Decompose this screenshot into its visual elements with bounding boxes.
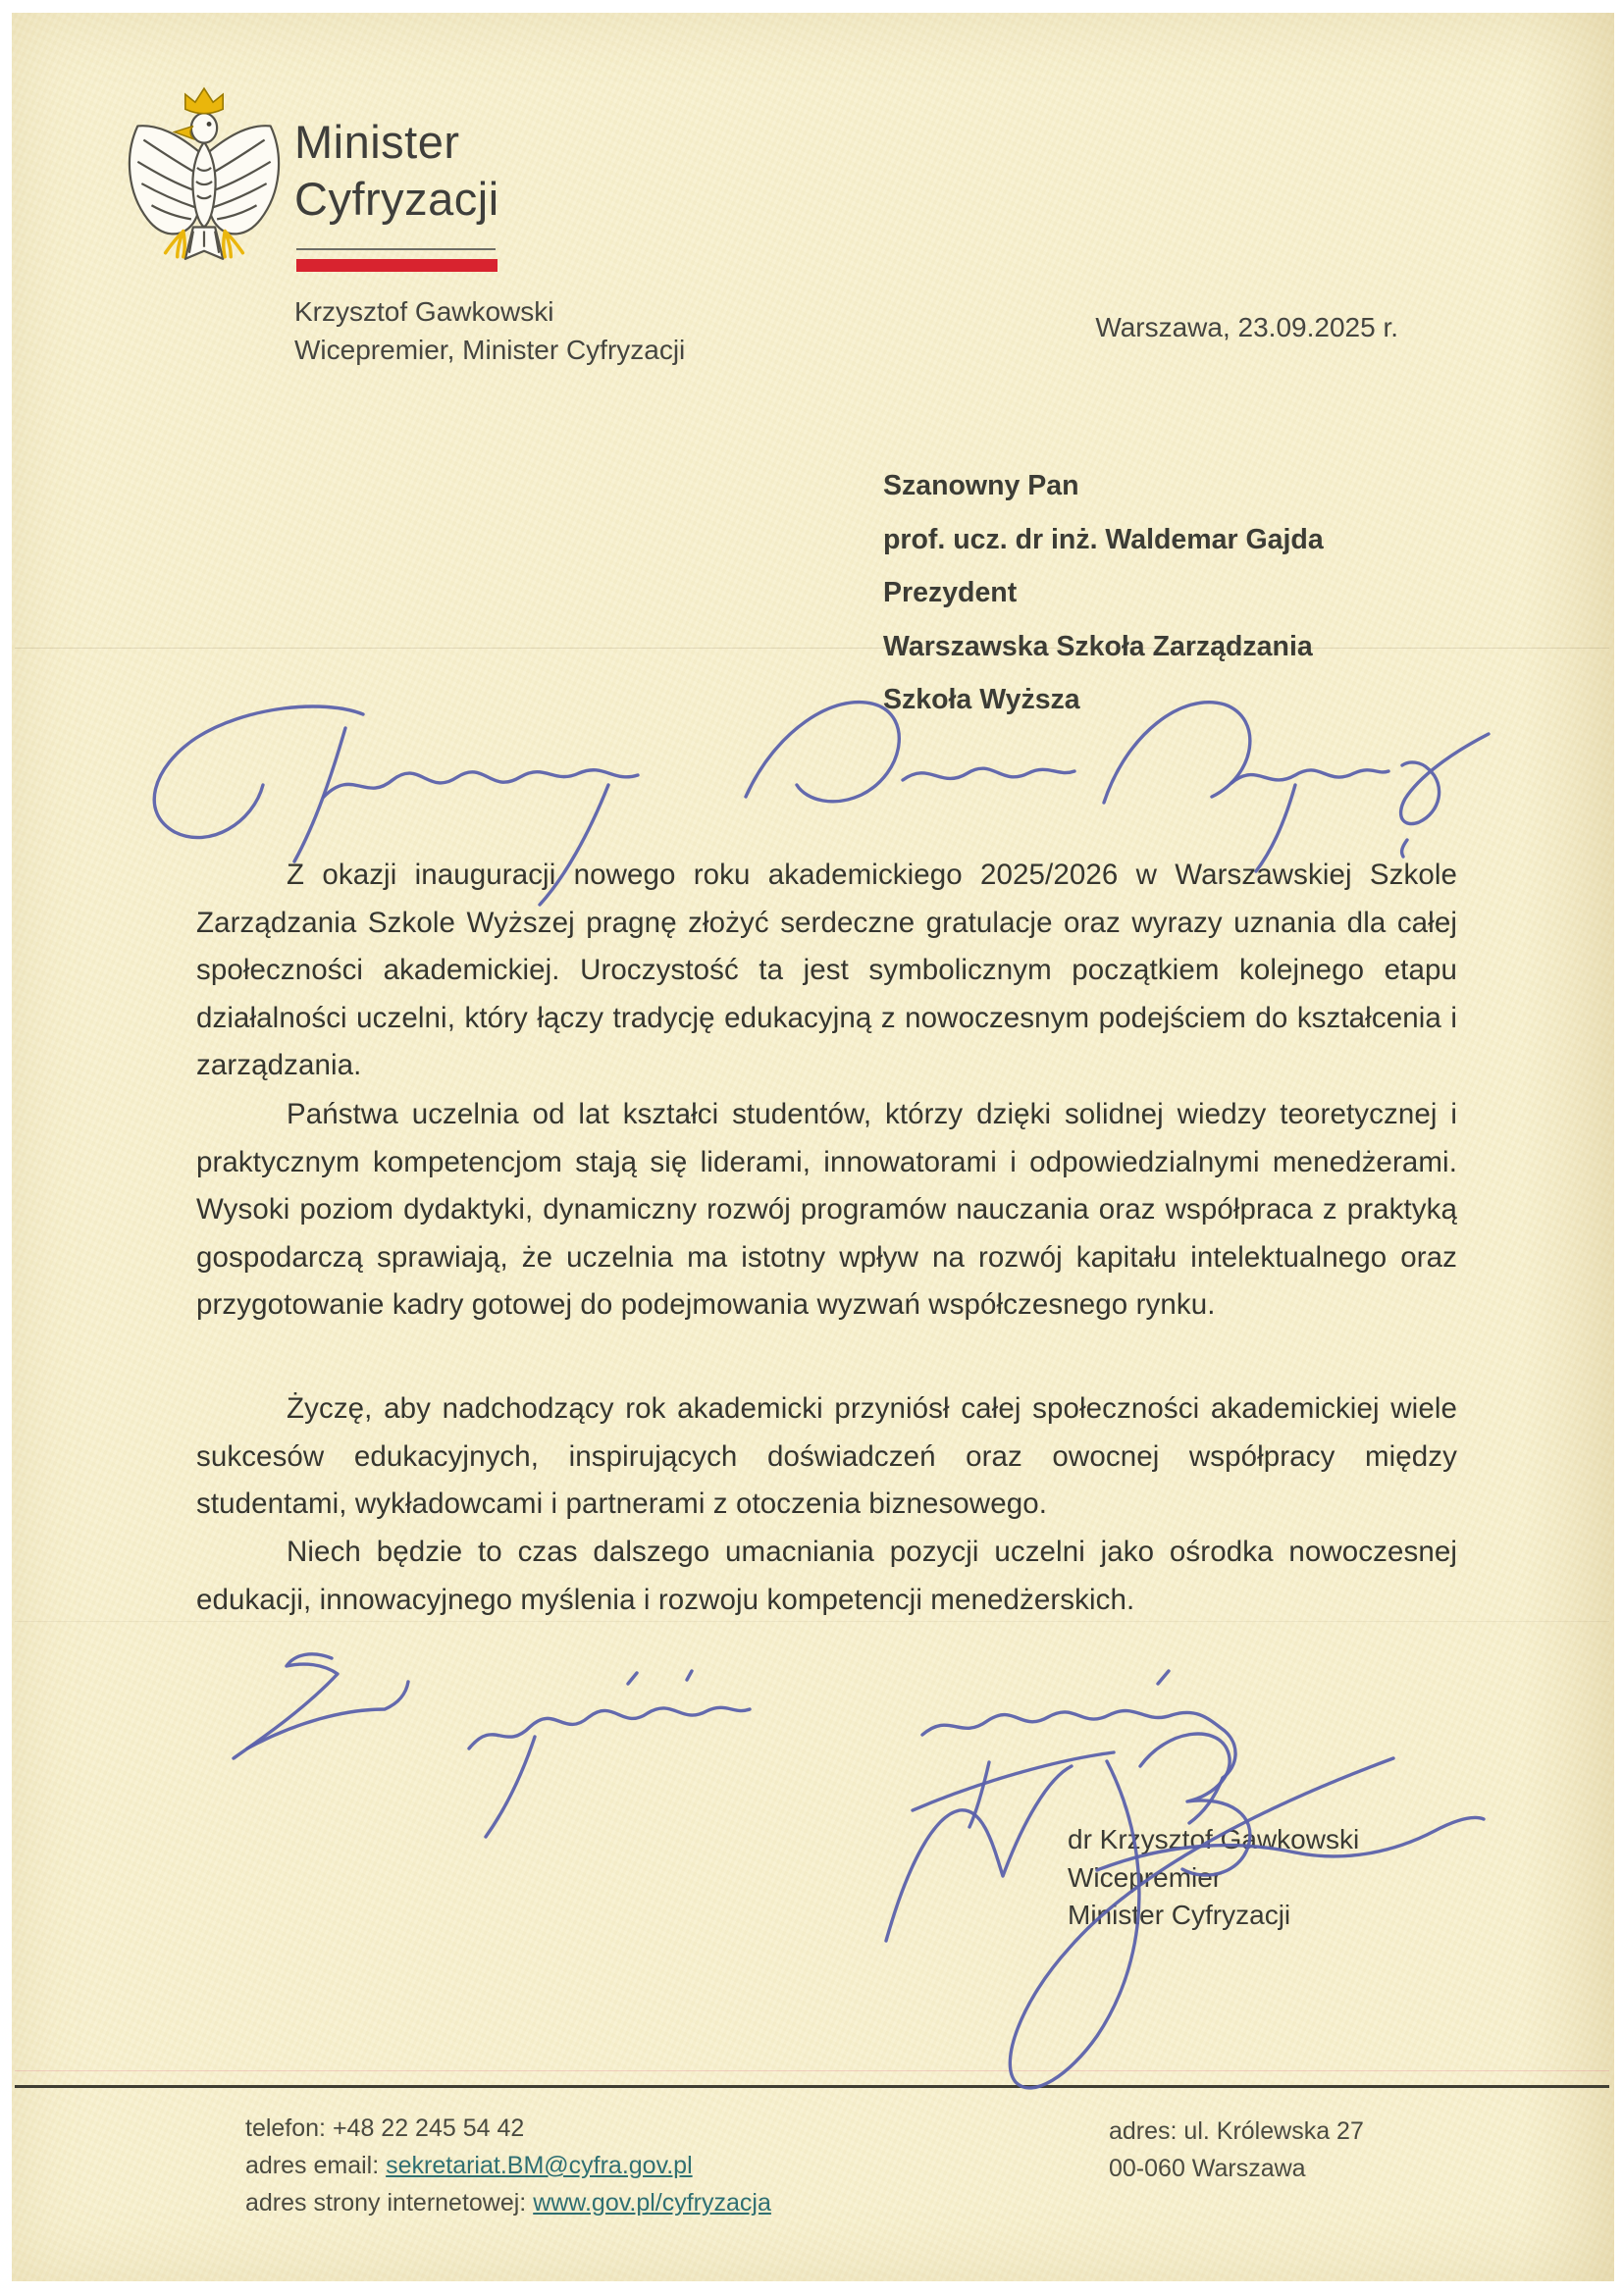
footer-phone: telefon: +48 22 245 54 42 <box>245 2114 525 2142</box>
signatory-title-2: Minister Cyfryzacji <box>1068 1900 1291 1930</box>
sender-title: Wicepremier, Minister Cyfryzacji <box>294 335 686 365</box>
polish-eagle-emblem-icon <box>114 82 294 277</box>
recipient-block <box>883 459 1324 727</box>
footer-address-line1: adres: ul. Królewska 27 <box>1109 2117 1364 2145</box>
footer-email-row <box>245 2147 771 2184</box>
ministry-wordmark <box>294 114 707 228</box>
signature-typed-block <box>1068 1821 1359 1935</box>
footer-address-block <box>1109 2113 1364 2187</box>
signatory-title-1: Wicepremier <box>1068 1861 1223 1893</box>
body-paragraph-2: Państwa uczelnia od lat kształci studentów, którzy dzięki solidnej wiedzy teoretycznej i praktycznym kompetencjom stają się liderami, innowatorami i odpowiedzialnymi menedżerami. Wysoki poziom dydaktyki, dynamiczny rozwój programów nauczania oraz współpraca z praktyką gospodarczą sprawiają, że uczelnia ma istotny wpływ na rozwój kapitału intelektualnego oraz przygotowanie kadry gotowej do podejmowania wyzwań współczesnego rynku. <box>196 1098 1457 1321</box>
ministry-name-line2: Cyfryzacji <box>294 173 499 225</box>
scan-edge-shading <box>1521 13 1614 2281</box>
fold-line-upper <box>15 648 1609 649</box>
footer-contact-block <box>245 2110 771 2221</box>
ministry-name-line1: Minister <box>294 116 460 168</box>
footer-email-link[interactable]: sekretariat.BM@cyfra.gov.pl <box>386 2152 693 2179</box>
footer-divider-rule <box>15 2085 1609 2088</box>
sender-name: Krzysztof Gawkowski <box>294 296 554 327</box>
footer-email-label: adres email: <box>245 2152 387 2179</box>
footer-website-link[interactable]: www.gov.pl/cyfryzacja <box>533 2189 771 2217</box>
signatory-name: dr Krzysztof Gawkowski <box>1068 1824 1360 1854</box>
recipient-line: prof. ucz. dr inż. Waldemar Gajda <box>883 523 1324 555</box>
flag-white-stripe <box>296 248 496 250</box>
eagle-crown <box>185 88 223 114</box>
footer-address-line2: 00-060 Warszawa <box>1109 2155 1306 2182</box>
recipient-line: Warszawska Szkoła Zarządzania <box>883 630 1313 662</box>
recipient-line: Szanowny Pan <box>883 470 1079 501</box>
sender-block <box>294 292 685 369</box>
dateline: Warszawa, 23.09.2025 r. <box>1095 312 1398 342</box>
flag-red-stripe <box>296 259 497 272</box>
body-paragraph-1: Z okazji inauguracji nowego roku akademickiego 2025/2026 w Warszawskiej Szkole Zarządzania Szkole Wyższej pragnę złożyć serdeczne gratulacje oraz wyrazy uznania dla całej społeczności akademickiej. Uroczystość ta jest symbolicznym początkiem kolejnego etapu działalności uczelni, który łączy tradycję edukacyjną z nowoczesnym podejściem do kształcenia i zarządzania. <box>196 859 1457 1081</box>
scan-artifact-line <box>15 2070 1609 2071</box>
body-paragraph-4: Niech będzie to czas dalszego umacniania pozycji uczelni jako ośrodka nowoczesnej edukacji, innowacyjnego myślenia i rozwoju kompetencji menedżerskich. <box>196 1536 1457 1616</box>
footer-website-label: adres strony internetowej: <box>245 2189 534 2217</box>
recipient-line: Szkoła Wyższa <box>883 684 1080 715</box>
body-paragraph-3: Życzę, aby nadchodzący rok akademicki przyniósł całej społeczności akademickiej wiele sukcesów edukacyjnych, inspirujących doświadczeń oraz owocnej współpracy między studentami, wykładowcami i partnerami z otoczenia biznesowego. <box>196 1392 1457 1520</box>
footer-website-row <box>245 2184 771 2221</box>
eagle-eye <box>207 122 212 127</box>
recipient-line: Prezydent <box>883 577 1018 608</box>
